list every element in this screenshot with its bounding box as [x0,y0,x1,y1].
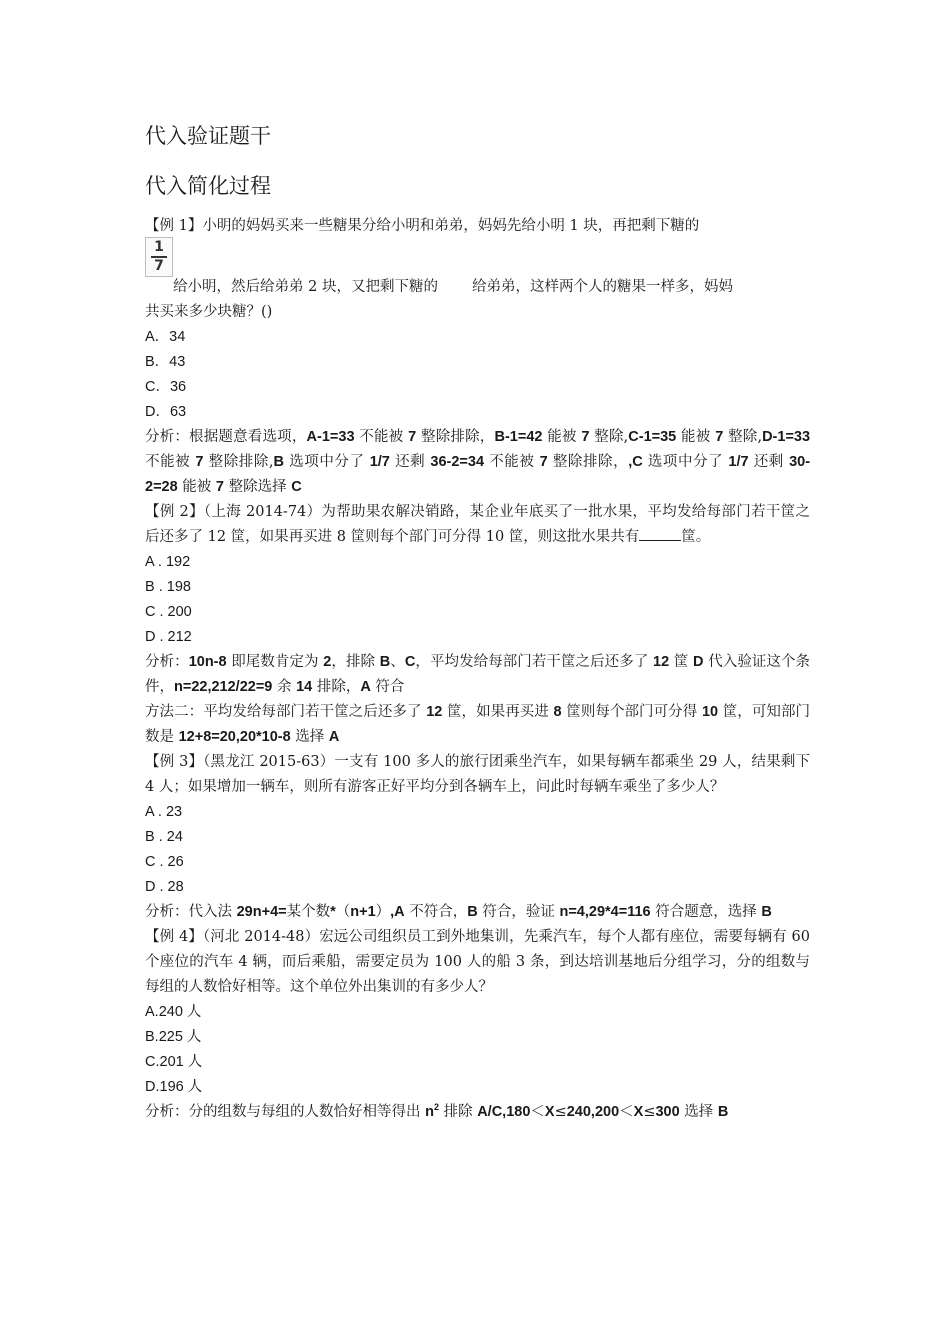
ex3-question: 【例 3】（黑龙江 2015-63）一支有 100 多人的旅行团乘坐汽车，如果每辆车都乘坐 29 人，结果剩下 4 人；如果增加一辆车，则所有游客正好平均分到各辆车上，问此时每辆车乘坐了多少人？ [145,754,810,795]
ex4-question: 【例 4】（河北 2014-48）宏远公司组织员工到外地集训，先乘汽车，每个人都有座位，需要每辆有 60 个座位的汽车 4 辆，而后乘船，需要定员为 100 人的船 3 条，到达培训基地后分组学习，分的组数与每组的人数恰好相等。这个单位外出集训的有多少人？ [145,929,810,995]
document-body [145,118,810,1125]
ex2-option-d: D . 212 [145,629,192,645]
ex3-option-d: D . 28 [145,879,184,895]
ex1-question-line2 [145,239,810,300]
ex1-analysis: 分析：根据题意看选项，A-1=33 不能被 7 整除排除，B-1=42 能被 7 整除,C-1=35 能被 7 整除,D-1=33 不能被 7 整除排除,B 选项中分了 1/7 还剩 36-2=34 不能被 7 整除排除，,C 选项中分了 1/7 还剩 30-2=28 能被 7 整除选择 C [145,429,811,495]
ex4-analysis: 分析：分的组数与每组的人数恰好相等得出 $n^2$ 排除 A/C,180＜X≤240,200＜X≤300 选择 B [145,1102,729,1120]
ex4-option-b: B.225 人 [145,1029,202,1045]
fraction-denominator: 7 [154,258,164,274]
ex2-method-two: 方法二：平均发给每部门若干筐之后还多了 12 筐，如果再买进 8 筐则每个部门可分得 10 筐，可知部门数是 12+8=20,20*10-8 选择 A [145,704,811,745]
ex2-question: 【例 2】（上海 2014-74）为帮助果农解决销路，某企业年底买了一批水果，平均发给每部门若干筐之后还多了 12 筐，如果再买进 8 筐则每个部门可分得 10 筐，则这批水果共有 筐。 [145,504,810,545]
fraction-numerator: 1 [154,239,164,255]
ex3-option-a: A . 23 [145,804,183,820]
ex2-option-a: A . 192 [145,554,191,570]
ex1-option-c: C．36 [145,379,187,395]
ex3-analysis: 分析：代入法 29n+4=某个数*（n+1）,A 不符合，B 符合，验证 n=4,29*4=116 符合题意，选择 B [145,904,772,920]
ex1-option-b: B．43 [145,354,186,370]
ex1-question-part-b: 给弟弟，这样两个人的糖果一样多，妈妈 [471,279,733,295]
ex2-analysis: 分析：10n-8 即尾数肯定为 2，排除 B、C，平均发给每部门若干筐之后还多了 12 筐 D 代入验证这个条件，n=22,212/22=9 余 14 排除，A 符合 [145,654,811,695]
fraction-one-seventh-image [145,237,173,277]
ex1-option-d: D．63 [145,404,187,420]
ex3-option-c: C . 26 [145,854,184,870]
heading-substitute-simplify: 代入简化过程 [145,174,271,198]
ex1-question-line3: 共买来多少块糖？() [145,304,273,320]
ex1-question-line1: 【例 1】小明的妈妈买来一些糖果分给小明和弟弟，妈妈先给小明 1 块，再把剩下糖的 [145,218,700,234]
ex3-option-b: B . 24 [145,829,183,845]
ex4-option-c: C.201 人 [145,1054,203,1070]
ex2-option-b: B . 198 [145,579,191,595]
heading-substitute-verify: 代入验证题干 [145,124,271,148]
ex1-question-part-a: 给小明，然后给弟弟 2 块，又把剩下糖的 [173,279,438,295]
ex4-option-d: D.196 人 [145,1079,203,1095]
ex2-option-c: C . 200 [145,604,192,620]
answer-blank [639,526,681,541]
ex1-option-a: A．34 [145,329,186,345]
ex4-option-a: A.240 人 [145,1004,202,1020]
